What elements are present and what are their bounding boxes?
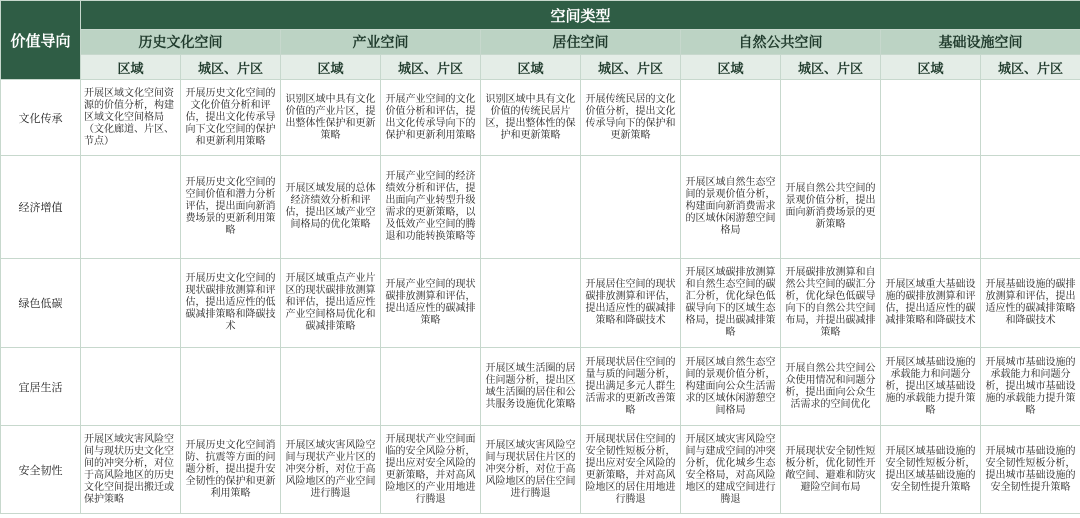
table-cell: 开展产业空间的经济绩效分析和评估，提出面向产业转型升级需求的更新策略，以及低效产业空间的腾退和功能转换策略等: [381, 156, 481, 259]
table-cell: 开展区域重大基础设施的碳排放测算和评估，提出适应性的碳减排策略和降碳技术: [881, 259, 981, 348]
value-orientation-header: 价值导向: [1, 1, 81, 80]
table-cell: 开展区域自然生态空间的景观价值分析，构建面向公众生活需求的区域休闲游憩空间格局: [681, 348, 781, 426]
scale-header: 区域: [481, 55, 581, 80]
table-cell: 开展区域生活圈的居住问题分析，提出区域生活圈的居住和公共服务设施优化策略: [481, 348, 581, 426]
scale-header: 城区、片区: [781, 55, 881, 80]
table-cell: [381, 348, 481, 426]
scale-header: 城区、片区: [581, 55, 681, 80]
scale-header: 区域: [681, 55, 781, 80]
table-row: [1, 348, 1080, 426]
table-cell: 开展区域灾害风险空间与现状历史文化空间的冲突分析，对位于高风险地区的历史文化空间提出搬迁或保护策略: [81, 426, 181, 514]
table-row: [1, 259, 1080, 348]
table-cell: [981, 156, 1080, 259]
scale-header: 城区、片区: [381, 55, 481, 80]
table-cell: 开展基础设施的碳排放测算和评估，提出适应性的碳减排策略和降碳技术: [981, 259, 1080, 348]
table-cell: 开展区域自然生态空间的景观价值分析，构建面向新消费需求的区域休闲游憩空间格局: [681, 156, 781, 259]
table-cell: 开展碳排放测算和自然公共空间的碳汇分析，优化绿色低碳导向下的自然公共空间布局，并提出碳减排策略: [781, 259, 881, 348]
table-cell: 开展历史文化空间的现状碳排放测算和评估，提出适应性的低碳减排策略和降碳技术: [181, 259, 281, 348]
table-row: [1, 156, 1080, 259]
table-cell: 开展区域基础设施的承载能力和问题分析，提出区域基础设施的承载能力提升策略: [881, 348, 981, 426]
table-cell: 开展自然公共空间公众使用情况和问题分析，提出面向公众生活需求的空间优化: [781, 348, 881, 426]
table-cell: 开展现状居住空间的安全韧性短板分析，提出应对安全风险的更新策略，并对高风险地区的居住用地进行腾退: [581, 426, 681, 514]
table-cell: 开展区域基础设施的安全韧性短板分析，提出区域基础设施的安全韧性提升策略: [881, 426, 981, 514]
table-cell: 识别区域中具有文化价值的传统民居片区，提出整体性的保护和更新策略: [481, 80, 581, 156]
table-cell: [81, 259, 181, 348]
space-type-header: 空间类型: [81, 1, 1080, 30]
table-row: [1, 426, 1080, 514]
table-cell: 识别区域中具有文化价值的产业片区，提出整体性保护和更新策略: [281, 80, 381, 156]
table-cell: 开展历史文化空间的空间价值和潜力分析评估，提出面向新消费场景的更新利用策略: [181, 156, 281, 259]
table-cell: [181, 348, 281, 426]
table-cell: [481, 156, 581, 259]
table-cell: [81, 348, 181, 426]
row-label: 宜居生活: [1, 348, 81, 426]
table-cell: [781, 80, 881, 156]
table-cell: 开展区域文化空间资源的价值分析，构建区域文化空间格局（文化廊道、片区、节点）: [81, 80, 181, 156]
table-cell: 开展产业空间的文化价值分析和评估，提出文化传承导向下的保护和更新利用策略: [381, 80, 481, 156]
table-cell: 开展区域灾害风险空间与现状产业片区的冲突分析，对位于高风险地区的产业空间进行腾退: [281, 426, 381, 514]
category-header: 居住空间: [481, 30, 681, 55]
table-cell: 开展历史文化空间消防、抗震等方面的问题分析，提出提升安全韧性的保护和更新利用策略: [181, 426, 281, 514]
table-cell: 开展现状安全韧性短板分析，优化韧性开敞空间、避难和防灾避险空间布局: [781, 426, 881, 514]
category-header: 历史文化空间: [81, 30, 281, 55]
table-cell: 开展区域碳排放测算和自然生态空间的碳汇分析，优化绿色低碳导向下的区域生态格局，提出碳减排策略: [681, 259, 781, 348]
table-cell: [681, 80, 781, 156]
table-cell: 开展区域灾害风险空间与现状居住片区的冲突分析，对位于高风险地区的居住空间进行腾退: [481, 426, 581, 514]
table-cell: [281, 348, 381, 426]
table-cell: [81, 156, 181, 259]
row-label: 绿色低碳: [1, 259, 81, 348]
scale-header: 城区、片区: [981, 55, 1080, 80]
row-label: 安全韧性: [1, 426, 81, 514]
table-row: [1, 80, 1080, 156]
table-cell: [481, 259, 581, 348]
table-cell: 开展区域发展的总体经济绩效分析和评估，提出区域产业空间格局的优化策略: [281, 156, 381, 259]
category-header: 自然公共空间: [681, 30, 881, 55]
table-cell: 开展产业空间的现状碳排放测算和评估，提出适应性的碳减排策略: [381, 259, 481, 348]
row-label: 文化传承: [1, 80, 81, 156]
table-cell: 开展现状产业空间面临的安全风险分析，提出应对安全风险的更新策略，并对高风险地区的产业用地进行腾退: [381, 426, 481, 514]
table-cell: 开展居住空间的现状碳排放测算和评估，提出适应性的碳减排策略和降碳技术: [581, 259, 681, 348]
scale-header: 区域: [81, 55, 181, 80]
table-cell: 开展自然公共空间的景观价值分析，提出面向新消费场景的更新策略: [781, 156, 881, 259]
table-cell: [881, 80, 981, 156]
scale-header: 城区、片区: [181, 55, 281, 80]
table-cell: 开展传统民居的文化价值分析，提出文化传承导向下的保护和更新策略: [581, 80, 681, 156]
category-header: 基础设施空间: [881, 30, 1080, 55]
row-label: 经济增值: [1, 156, 81, 259]
category-header: 产业空间: [281, 30, 481, 55]
table-cell: 开展城市基础设施的安全韧性短板分析，提出城市基础设施的安全韧性提升策略: [981, 426, 1080, 514]
table-cell: 开展区域灾害风险空间与建成空间的冲突分析，优化城乡生态安全格局，对高风险地区的建成空间进行腾退: [681, 426, 781, 514]
scale-header: 区域: [881, 55, 981, 80]
table-cell: [981, 80, 1080, 156]
table-cell: 开展区域重点产业片区的现状碳排放测算和评估，提出适应性产业空间格局优化和碳减排策略: [281, 259, 381, 348]
scale-header: 区域: [281, 55, 381, 80]
table-cell: 开展现状居住空间的量与质的问题分析，提出满足多元人群生活需求的更新改善策略: [581, 348, 681, 426]
table-cell: 开展城市基础设施的承载能力和问题分析，提出城市基础设施的承载能力提升策略: [981, 348, 1080, 426]
table-cell: [581, 156, 681, 259]
table-cell: [881, 156, 981, 259]
table-cell: 开展历史文化空间的文化价值分析和评估，提出文化传承导向下文化空间的保护和更新利用策略: [181, 80, 281, 156]
